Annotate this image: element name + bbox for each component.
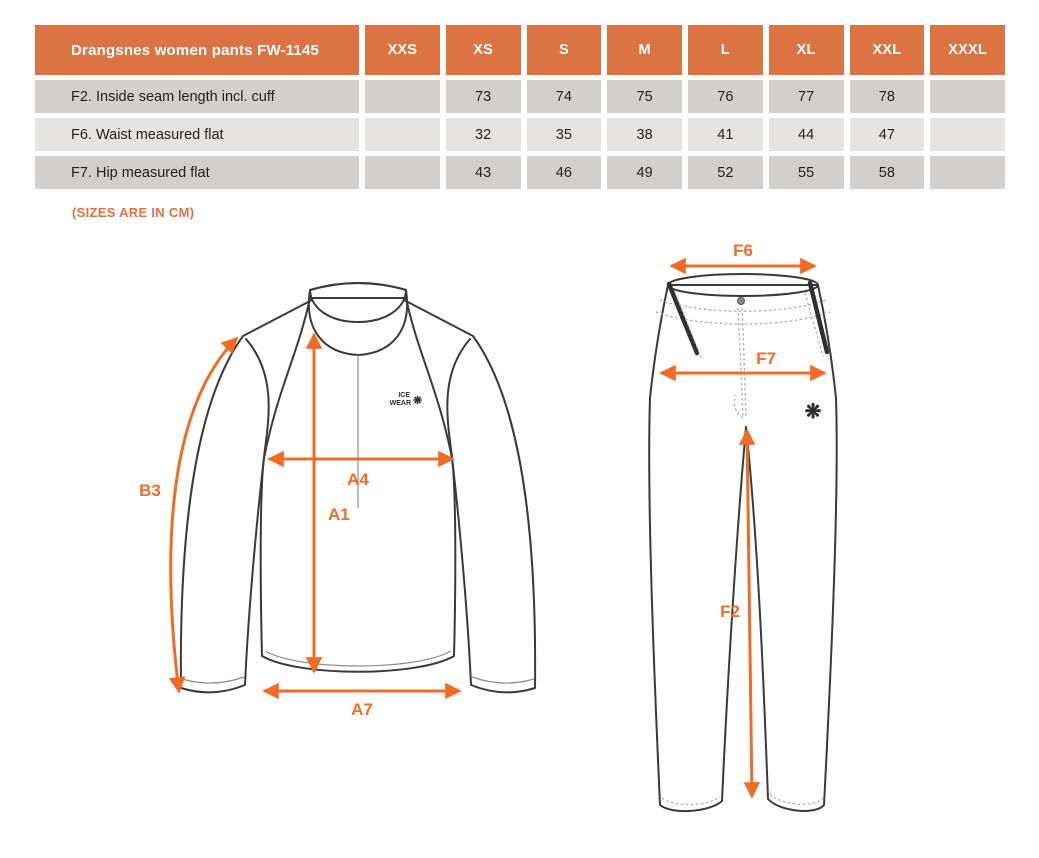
- snowflake-icon: ❋: [413, 395, 423, 407]
- measurement-arrow-f6: [671, 241, 815, 266]
- size-column-header-xxxl: XXXL: [930, 25, 1005, 75]
- table-cell: [365, 80, 440, 113]
- table-cell: 77: [769, 80, 844, 113]
- logo-text-ice: ICE: [398, 392, 410, 399]
- label-b3: B3: [139, 481, 161, 500]
- label-a7: A7: [351, 700, 373, 719]
- size-column-header-xs: XS: [446, 25, 521, 75]
- table-cell: 73: [446, 80, 521, 113]
- table-cell: 52: [688, 156, 763, 189]
- table-cell: 32: [446, 118, 521, 151]
- sweater-measurement-diagram: [88, 258, 568, 733]
- measurement-arrow-a1: [314, 334, 350, 672]
- table-cell: [930, 80, 1005, 113]
- size-table: [35, 25, 1005, 189]
- size-column-header-xxl: XXL: [850, 25, 925, 75]
- table-cell: 78: [850, 80, 925, 113]
- size-column-header-xl: XL: [769, 25, 844, 75]
- size-column-header-m: M: [607, 25, 682, 75]
- table-cell: [930, 118, 1005, 151]
- waist-button: [738, 298, 745, 305]
- label-a1: A1: [328, 505, 350, 524]
- table-cell: 55: [769, 156, 844, 189]
- label-f7: F7: [756, 349, 776, 368]
- label-f6: F6: [733, 241, 753, 260]
- table-cell: [930, 156, 1005, 189]
- row-label-f2: F2. Inside seam length incl. cuff: [35, 80, 359, 113]
- table-cell: 74: [527, 80, 602, 113]
- table-cell: 43: [446, 156, 521, 189]
- table-cell: [365, 156, 440, 189]
- size-column-header-l: L: [688, 25, 763, 75]
- size-column-header-s: S: [527, 25, 602, 75]
- pants-measurement-diagram: [630, 240, 870, 840]
- table-cell: 38: [607, 118, 682, 151]
- table-cell: 41: [688, 118, 763, 151]
- table-cell: 75: [607, 80, 682, 113]
- label-a4: A4: [347, 470, 369, 489]
- table-title: Drangsnes women pants FW-1145: [35, 25, 359, 75]
- table-cell: 46: [527, 156, 602, 189]
- icewear-logo: [390, 392, 423, 407]
- sweater-drawing: [139, 283, 535, 719]
- table-cell: 35: [527, 118, 602, 151]
- row-label-f6: F6. Waist measured flat: [35, 118, 359, 151]
- pants-drawing: [649, 241, 837, 811]
- row-label-f7: F7. Hip measured flat: [35, 156, 359, 189]
- label-f2: F2: [720, 602, 740, 621]
- table-cell: 58: [850, 156, 925, 189]
- logo-text-wear: WEAR: [389, 400, 411, 407]
- measurement-arrow-a7: [264, 691, 460, 719]
- measurement-arrow-f7: [661, 349, 825, 373]
- table-cell: 44: [769, 118, 844, 151]
- snowflake-icon: ❋: [804, 401, 822, 423]
- table-cell: 47: [850, 118, 925, 151]
- table-cell: 49: [607, 156, 682, 189]
- sizes-unit-note: (SIZES ARE IN CM): [72, 205, 195, 220]
- table-cell: [365, 118, 440, 151]
- table-cell: 76: [688, 80, 763, 113]
- size-column-header-xxs: XXS: [365, 25, 440, 75]
- measurement-arrow-a4: [269, 459, 453, 489]
